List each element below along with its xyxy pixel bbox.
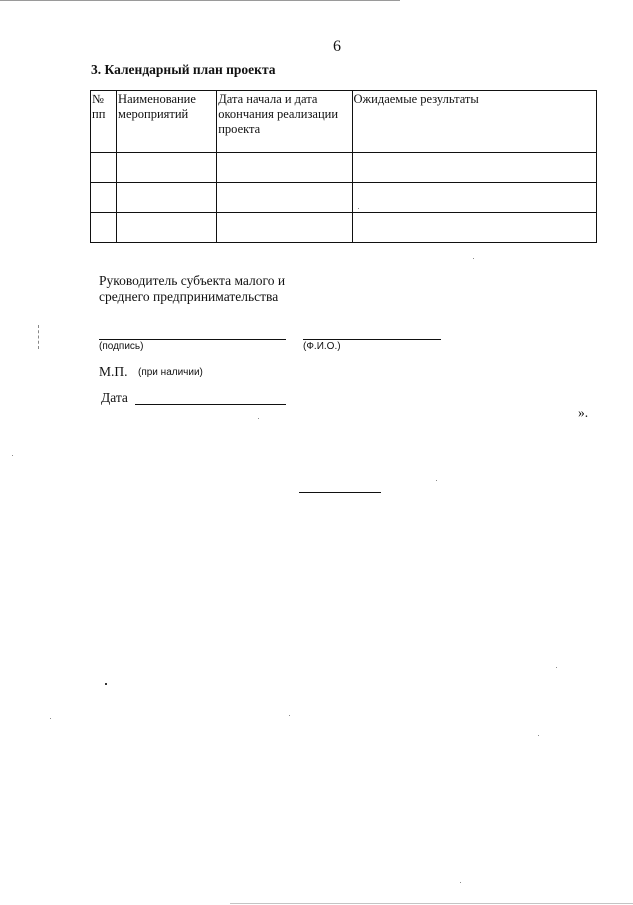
table-cell [217,153,352,183]
scan-bottom-edge [230,903,633,904]
section-title: 3. Календарный план проекта [91,62,276,77]
scan-top-edge [0,0,400,1]
scan-speck [556,667,557,668]
table-cell [91,213,117,243]
table-cell [117,183,217,213]
scan-speck [436,480,437,481]
date-label: Дата [101,390,128,405]
scan-speck [12,455,13,456]
table-row [91,153,597,183]
scan-speck [473,258,474,259]
name-line [303,339,441,340]
column-header-number: № пп [91,91,117,153]
signature-line [99,339,286,340]
calendar-plan-table [90,90,597,243]
scan-margin-marks [38,325,41,349]
closing-quote: ». [578,405,589,420]
signature-caption: (подпись) [99,341,144,352]
seal-label: М.П. [99,364,128,379]
seal-note: (при наличии) [138,367,203,378]
scan-speck [460,882,461,883]
table-cell [91,153,117,183]
table-row [91,183,597,213]
scan-speck [289,715,290,716]
column-header-results: Ожидаемые результаты [352,91,597,153]
table-cell [91,183,117,213]
date-line [135,404,286,405]
table-cell [352,153,597,183]
end-rule [299,492,381,493]
table-cell [117,153,217,183]
scan-speck [538,735,539,736]
table-cell [352,183,597,213]
table-cell [217,183,352,213]
scan-speck [258,418,259,419]
table-header-row [91,91,597,153]
column-header-dates: Дата начала и дата окончания реализации проекта [217,91,352,153]
table-cell [117,213,217,243]
manager-label: Руководитель субъекта малого и среднего предпринимательства [99,273,286,304]
scan-speck [105,683,107,685]
table-cell [352,213,597,243]
column-header-activity: Наименование мероприятий [117,91,217,153]
page-number: 6 [333,38,341,55]
scan-speck [358,208,359,209]
name-caption: (Ф.И.О.) [303,341,341,352]
scan-speck [50,718,51,719]
table-cell [217,213,352,243]
table-row [91,213,597,243]
